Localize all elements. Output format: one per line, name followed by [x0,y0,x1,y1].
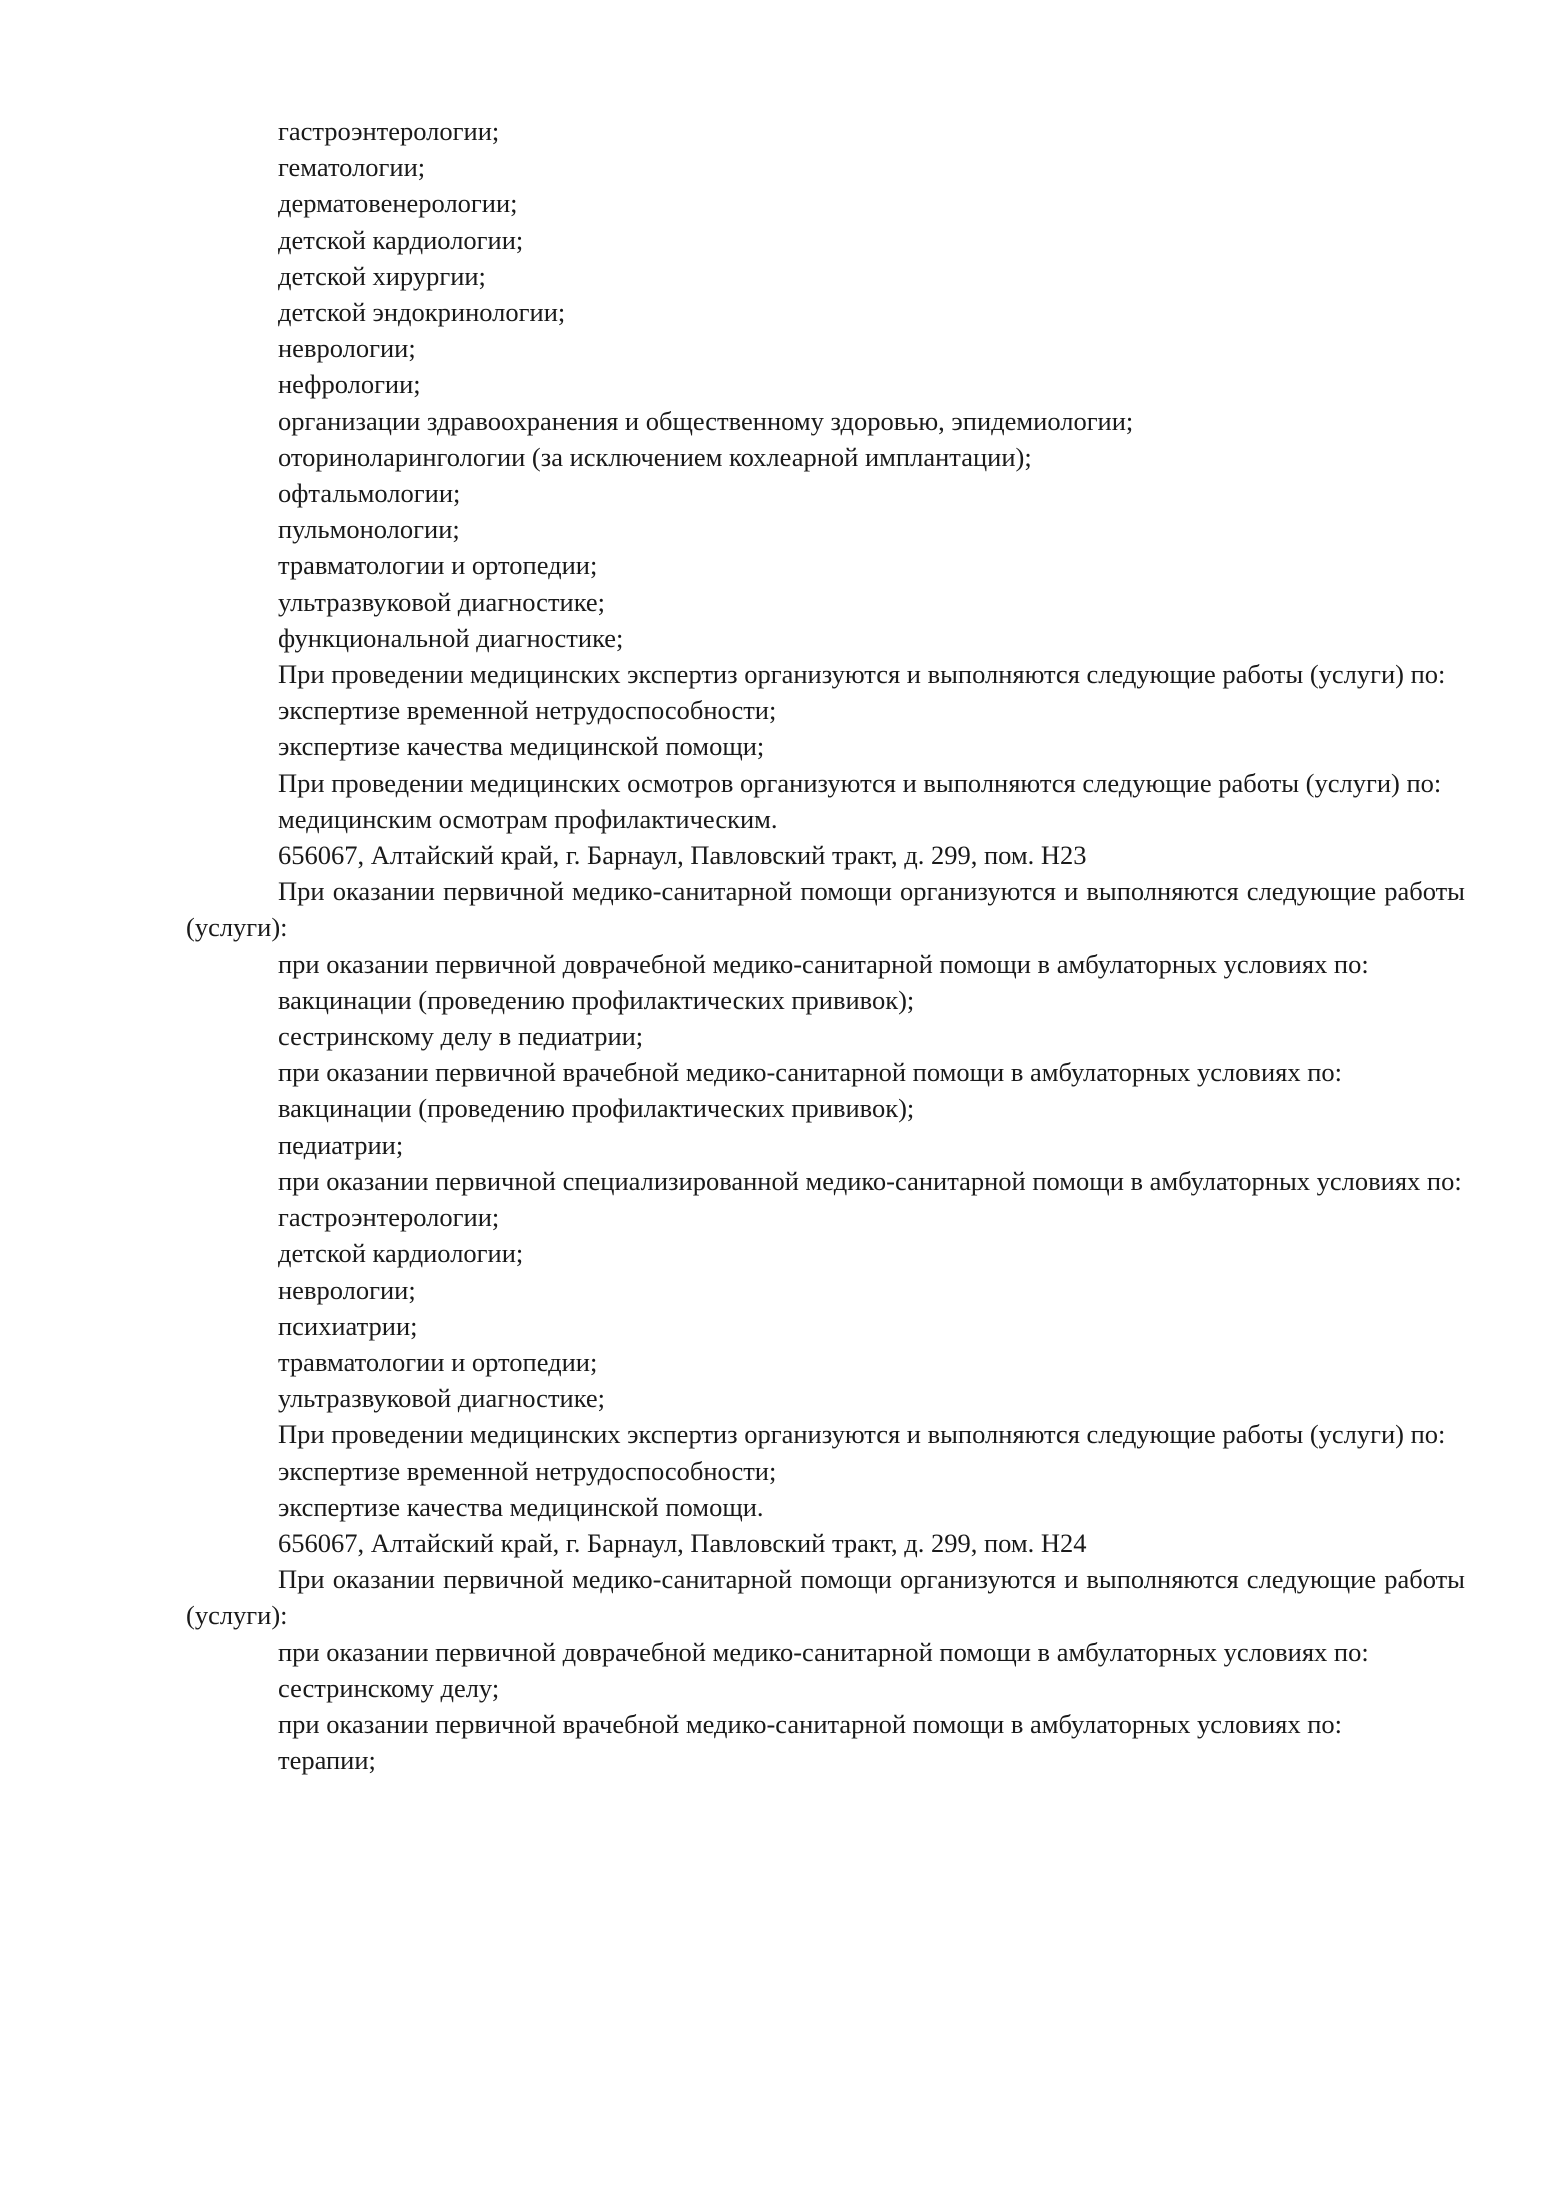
section-paragraph: При проведении медицинских экспертиз организуются и выполняются следующие работы (услуги) по: [278,659,1446,690]
list-item: терапии; [278,1745,376,1776]
list-item: детской эндокринологии; [278,297,566,328]
list-item: травматологии и ортопедии; [278,1346,598,1377]
list-item: детской кардиологии; [278,1238,524,1269]
subsection-paragraph: при оказании первичной специализированной медико-санитарной помощи в амбулаторных условиях по: [278,1165,1462,1196]
list-item: гастроэнтерологии; [278,1202,500,1233]
subsection-paragraph: при оказании первичной врачебной медико-санитарной помощи в амбулаторных условиях по: [278,1057,1342,1088]
address-line: 656067, Алтайский край, г. Барнаул, Павловский тракт, д. 299, пом. Н24 [278,1527,1087,1558]
list-item: неврологии; [278,1274,416,1305]
section-paragraph: При оказании первичной медико-санитарной помощи организуются и выполняются следующие работы (услуги): [186,876,1465,943]
list-item: нефрологии; [278,369,421,400]
list-item: ультразвуковой диагностике; [278,586,606,617]
list-item: гастроэнтерологии; [278,116,500,146]
section-paragraph: При проведении медицинских осмотров организуются и выполняются следующие работы (услуги) по: [278,767,1442,798]
subsection-paragraph: при оказании первичной доврачебной медико-санитарной помощи в амбулаторных условиях по: [278,948,1369,979]
list-item: дерматовенерологии; [278,188,518,219]
subsection-paragraph: при оказании первичной доврачебной медико-санитарной помощи в амбулаторных условиях по: [278,1636,1369,1667]
list-item: сестринскому делу; [278,1672,500,1703]
list-item: экспертизе временной нетрудоспособности; [278,1455,777,1486]
list-item: сестринскому делу в педиатрии; [278,1021,644,1052]
subsection-paragraph: при оказании первичной врачебной медико-санитарной помощи в амбулаторных условиях по: [278,1708,1342,1739]
list-item: травматологии и ортопедии; [278,550,598,581]
list-item: вакцинации (проведению профилактических прививок); [278,984,915,1015]
list-item: неврологии; [278,333,416,364]
list-item: экспертизе качества медицинской помощи; [278,731,765,762]
section-paragraph: При оказании первичной медико-санитарной помощи организуются и выполняются следующие работы (услуги): [186,1564,1465,1631]
list-item: вакцинации (проведению профилактических прививок); [278,1093,915,1124]
address-line: 656067, Алтайский край, г. Барнаул, Павловский тракт, д. 299, пом. Н23 [278,840,1087,871]
list-item: гематологии; [278,152,426,183]
list-item: пульмонологии; [278,514,460,545]
list-item: медицинским осмотрам профилактическим. [278,803,778,834]
list-item: функциональной диагностике; [278,622,624,653]
section-paragraph: При проведении медицинских экспертиз организуются и выполняются следующие работы (услуги) по: [278,1419,1446,1450]
list-item: офтальмологии; [278,478,461,509]
list-item: ультразвуковой диагностике; [278,1383,606,1414]
list-item: педиатрии; [278,1129,404,1160]
list-item: оториноларингологии (за исключением кохлеарной имплантации); [278,441,1032,472]
list-item: организации здравоохранения и общественному здоровью, эпидемиологии; [278,405,1134,436]
list-item: детской кардиологии; [278,224,524,255]
list-item: экспертизе качества медицинской помощи. [278,1491,764,1522]
list-item: психиатрии; [278,1310,418,1341]
list-item: детской хирургии; [278,260,486,291]
list-item: экспертизе временной нетрудоспособности; [278,695,777,726]
